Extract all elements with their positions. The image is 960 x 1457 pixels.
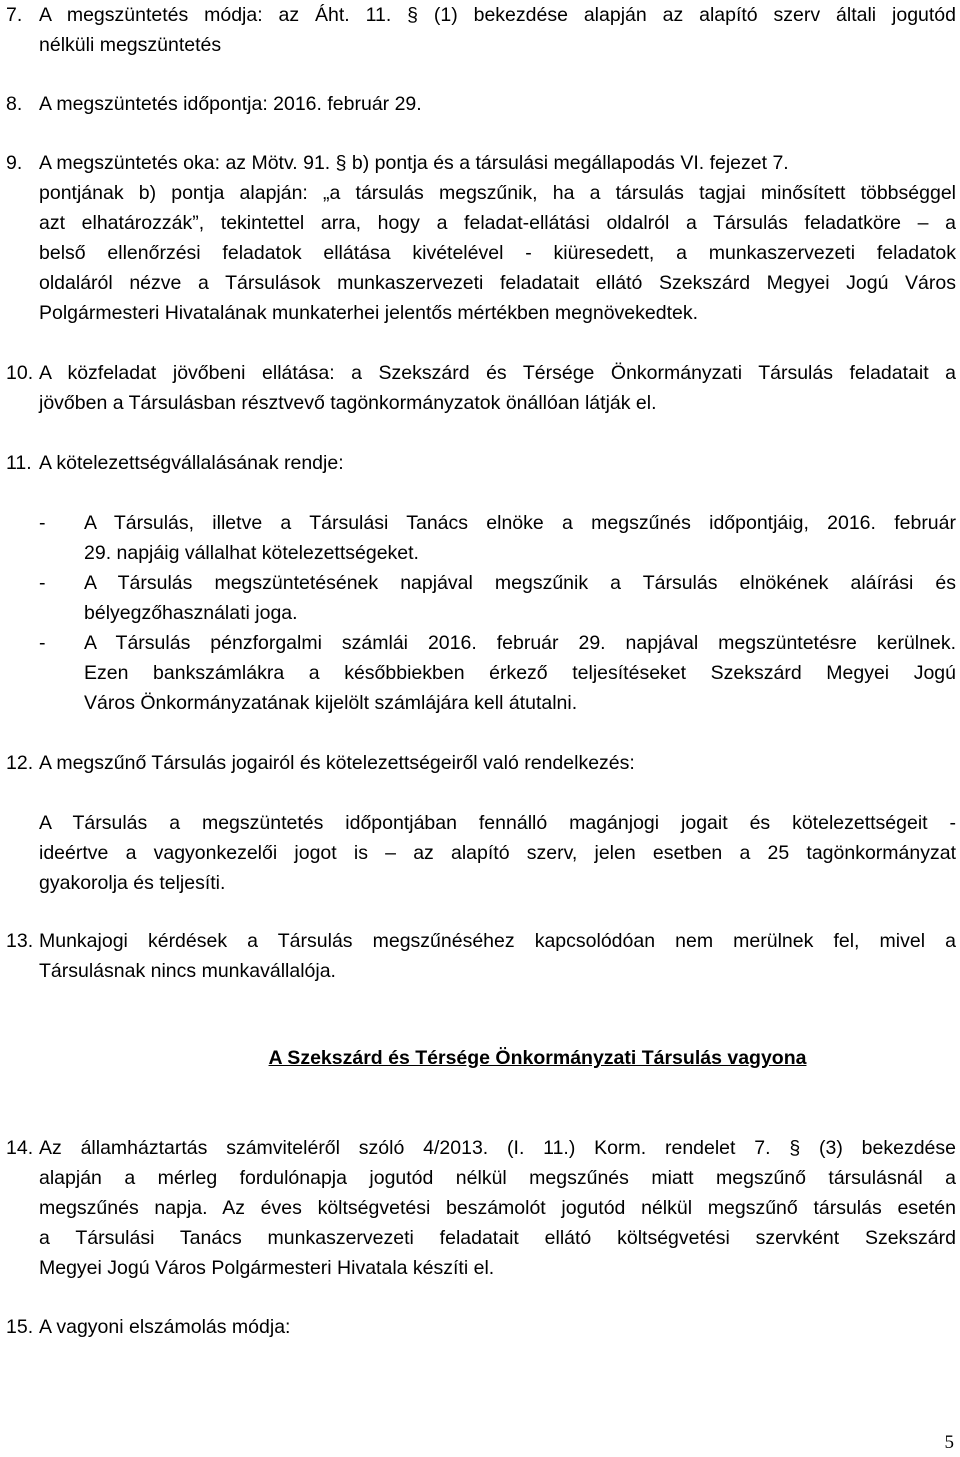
item-11-line-1: A kötelezettségvállalásának rendje: <box>39 452 344 474</box>
bullet-2-line-2: bélyegzőhasználati joga. <box>84 602 298 624</box>
page-number: 5 <box>944 1432 954 1453</box>
item-9-line-3: azt elhatározzák”, tekintettel arra, hogy a feladat-ellátási oldalról a Társulás feladatköre – a <box>39 212 956 234</box>
item-10-line-1: A közfeladat jövőbeni ellátása: a Szekszárd és Térsége Önkormányzati Társulás feladatait a <box>39 362 956 384</box>
bullet-dash-2: - <box>39 572 46 594</box>
item-14-line-1: Az államháztartás számviteléről szóló 4/2013. (I. 11.) Korm. rendelet 7. § (3) bekezdése <box>39 1137 956 1159</box>
item-number-11: 11. <box>6 452 32 474</box>
item-number-13: 13. <box>6 930 34 952</box>
bullet-3-line-3: Város Önkormányzatának kijelölt számlájára kell átutalni. <box>84 692 578 714</box>
item-15-line-1: A vagyoni elszámolás módja: <box>39 1316 291 1338</box>
item-12-paragraph-line-3: gyakorolja és teljesíti. <box>39 872 226 894</box>
item-13-line-2: Társulásnak nincs munkavállalója. <box>39 960 336 982</box>
bullet-1-line-1: A Társulás, illetve a Társulási Tanács elnöke a megszűnés időpontjáig, 2016. február <box>84 512 956 534</box>
item-number-8: 8. <box>6 93 23 115</box>
item-13-line-1: Munkajogi kérdések a Társulás megszűnéséhez kapcsolódóan nem merülnek fel, mivel a <box>39 930 956 952</box>
item-number-9: 9. <box>6 152 23 174</box>
item-9-line-6: Polgármesteri Hivatalának munkaterhei jelentős mértékben megnövekedtek. <box>39 302 699 324</box>
item-12-line-1: A megszűnő Társulás jogairól és kötelezettségeiről való rendelkezés: <box>39 752 635 774</box>
item-number-14: 14. <box>6 1137 34 1159</box>
item-9-line-1: A megszüntetés oka: az Mötv. 91. § b) pontja és a társulási megállapodás VI. fejezet 7. <box>39 152 789 174</box>
bullet-dash-3: - <box>39 632 46 654</box>
section-heading: A Szekszárd és Térsége Önkormányzati Társulás vagyona <box>268 1047 807 1069</box>
item-7-line-2: nélküli megszüntetés <box>39 34 222 56</box>
item-9-line-4: belső ellenőrzési feladatok ellátása kivételével - kiüresedett, a munkaszervezeti feladatok <box>39 242 956 264</box>
item-14-line-2: alapján a mérleg fordulónapja jogutód nélkül megszűnés miatt megszűnő társulásnál a <box>39 1167 956 1189</box>
item-number-12: 12. <box>6 752 34 774</box>
item-number-10: 10. <box>6 362 34 384</box>
item-number-15: 15. <box>6 1316 34 1338</box>
item-number-7: 7. <box>6 4 23 26</box>
item-10-line-2: jövőben a Társulásban résztvevő tagönkormányzatok önállóan látják el. <box>39 392 657 414</box>
bullet-dash-1: - <box>39 512 46 534</box>
item-12-paragraph-line-2: ideértve a vagyonkezelői jogot is – az alapító szerv, jelen esetben a 25 tagönkormányzat <box>39 842 956 864</box>
bullet-3-line-2: Ezen bankszámlákra a későbbiekben érkező teljesítéseket Szekszárd Megyei Jogú <box>84 662 956 684</box>
item-14-line-5: Megyei Jogú Város Polgármesteri Hivatala készíti el. <box>39 1257 495 1279</box>
item-12-paragraph-line-1: A Társulás a megszüntetés időpontjában fennálló magánjogi jogait és kötelezettségeit - <box>39 812 956 834</box>
bullet-2-line-1: A Társulás megszüntetésének napjával megszűnik a Társulás elnökének aláírási és <box>84 572 956 594</box>
item-7-line-1: A megszüntetés módja: az Áht. 11. § (1) bekezdése alapján az alapító szerv általi jogutód <box>39 4 956 26</box>
item-9-line-5: oldaláról nézve a Társulások munkaszervezeti feladatait ellátó Szekszárd Megyei Jogú Város <box>39 272 956 294</box>
item-14-line-4: a Társulási Tanács munkaszervezeti feladatait ellátó költségvetési szervként Szekszárd <box>39 1227 956 1249</box>
bullet-1-line-2: 29. napjáig vállalhat kötelezettségeket. <box>84 542 419 564</box>
bullet-3-line-1: A Társulás pénzforgalmi számlái 2016. február 29. napjával megszüntetésre kerülnek. <box>84 632 956 654</box>
item-14-line-3: megszűnés napja. Az éves költségvetési beszámolót jogutód nélkül megszűnő társulás esetén <box>39 1197 956 1219</box>
item-9-line-2: pontjának b) pontja alapján: „a társulás megszűnik, ha a társulás tagjai minősített többséggel <box>39 182 956 204</box>
item-8-line-1: A megszüntetés időpontja: 2016. február 29. <box>39 93 422 115</box>
